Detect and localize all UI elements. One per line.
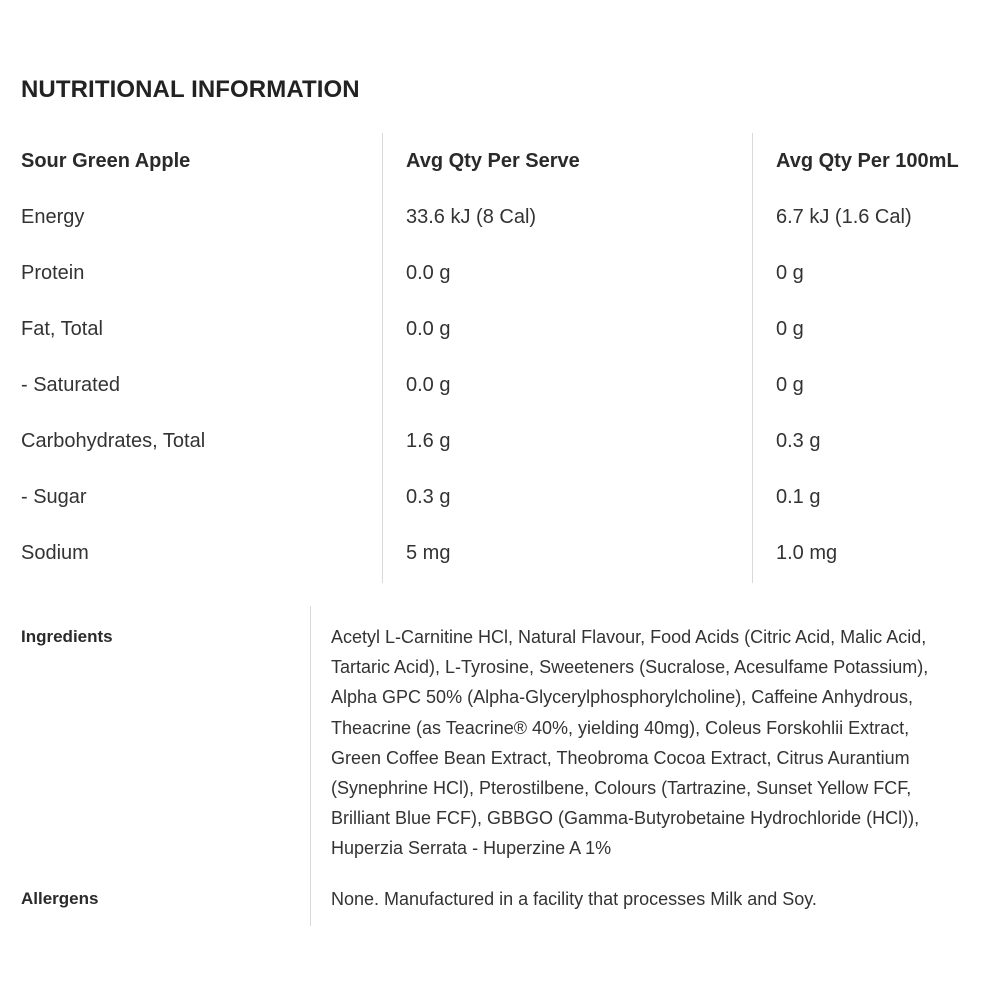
nutrient-per-serve: 1.6 g <box>406 430 451 452</box>
header-per-serve: Avg Qty Per Serve <box>406 150 580 172</box>
table-header-row <box>0 133 1000 189</box>
table-row <box>0 525 1000 581</box>
header-per-100ml: Avg Qty Per 100mL <box>776 150 959 172</box>
table-row <box>0 189 1000 245</box>
table-row <box>0 245 1000 301</box>
table-row <box>0 469 1000 525</box>
nutrient-per-100ml: 6.7 kJ (1.6 Cal) <box>776 206 912 228</box>
nutrient-per-serve: 5 mg <box>406 542 451 564</box>
table-row <box>0 357 1000 413</box>
nutrient-name: - Sugar <box>21 486 87 508</box>
ingredients-text: Acetyl L-Carnitine HCl, Natural Flavour, Food Acids (Citric Acid, Malic Acid, Tartaric Acid), L-Tyrosine, Sweeteners (Sucralose, Acesulfame Potassium), Alpha GPC 50% (Alpha-Glycerylphosphorylcholine), Caffeine Anhydrous, Theacrine (as Teacrine® 40%, yielding 40mg), Coleus Forskohlii Extract, Green Coffee Bean Extract, Theobroma Cocoa Extract, Citrus Aurantium (Synephrine HCl), Pterostilbene, Colours (Tartrazine, Sunset Yellow FCF, Brilliant Blue FCF), GBBGO (Gamma-Butyrobetaine Hydrochloride (HCl)), Huperzia Serrata - Huperzine A 1% <box>331 627 929 859</box>
nutrient-per-100ml: 0 g <box>776 374 804 396</box>
nutrient-per-serve: 0.0 g <box>406 318 451 340</box>
nutrition-table <box>0 133 1000 583</box>
nutrient-per-100ml: 0 g <box>776 318 804 340</box>
table-row <box>0 301 1000 357</box>
nutrient-name: - Saturated <box>21 374 120 396</box>
header-flavour: Sour Green Apple <box>21 150 191 172</box>
nutrient-name: Carbohydrates, Total <box>21 430 206 452</box>
product-info-section <box>0 606 1000 926</box>
nutrient-name: Energy <box>21 206 85 228</box>
table-row <box>0 413 1000 469</box>
nutrient-per-serve: 33.6 kJ (8 Cal) <box>406 206 537 228</box>
nutrient-per-100ml: 0 g <box>776 262 804 284</box>
nutrient-name: Protein <box>21 262 85 284</box>
page-title: NUTRITIONAL INFORMATION <box>21 76 360 103</box>
nutrient-name: Fat, Total <box>21 318 103 340</box>
nutrient-per-100ml: 1.0 mg <box>776 542 838 564</box>
allergens-text: None. Manufactured in a facility that processes Milk and Soy. <box>331 889 817 909</box>
nutrient-name: Sodium <box>21 542 89 564</box>
ingredients-label: Ingredients <box>21 627 113 646</box>
column-divider <box>310 606 311 926</box>
nutrient-per-100ml: 0.3 g <box>776 430 821 452</box>
allergens-label: Allergens <box>21 889 99 908</box>
nutrient-per-100ml: 0.1 g <box>776 486 821 508</box>
nutrient-per-serve: 0.0 g <box>406 262 451 284</box>
nutrient-per-serve: 0.3 g <box>406 486 451 508</box>
nutrient-per-serve: 0.0 g <box>406 374 451 396</box>
